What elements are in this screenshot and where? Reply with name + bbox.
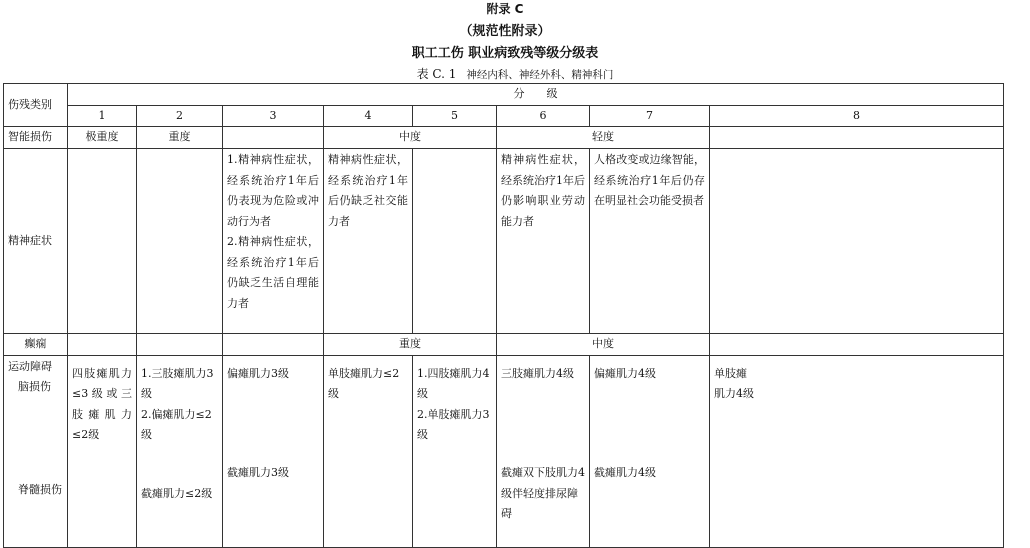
mental-grade-6-text: 精神病性症状，经系统治疗1年后仍影响职业劳动能力者 bbox=[501, 153, 585, 228]
motor-grade-6-spine: 截瘫双下肢肌力4级伴轻度排尿障碍 bbox=[501, 466, 585, 520]
disability-grade-table bbox=[3, 83, 1004, 548]
row-label-epilepsy: 癫痫 bbox=[4, 334, 68, 356]
intel-grade-3 bbox=[223, 127, 324, 149]
table-row-epilepsy bbox=[4, 334, 1004, 356]
epilepsy-grade-2 bbox=[137, 334, 223, 356]
grade-number: 2 bbox=[137, 105, 223, 127]
motor-grade-1 bbox=[68, 355, 137, 547]
mental-grade-7 bbox=[590, 149, 710, 334]
epilepsy-grade-1 bbox=[68, 334, 137, 356]
grade-number: 4 bbox=[324, 105, 413, 127]
intel-grade-6-7: 轻度 bbox=[497, 127, 710, 149]
table-row-motor bbox=[4, 355, 1004, 547]
motor-grade-4-brain: 单肢瘫肌力≤2级 bbox=[328, 366, 400, 400]
motor-grade-8 bbox=[710, 355, 1004, 547]
table-row-mental bbox=[4, 149, 1004, 334]
table-name: 职工工伤 职业病致残等级分级表 bbox=[411, 46, 599, 61]
intel-grade-8 bbox=[710, 127, 1004, 149]
mental-grade-4 bbox=[324, 149, 413, 334]
table-caption-number: 表 C. 1 bbox=[416, 67, 457, 81]
row-label-mental: 精神症状 bbox=[4, 149, 68, 334]
motor-grade-7 bbox=[590, 355, 710, 547]
appendix-subtitle: （规范性附录） bbox=[459, 24, 551, 39]
motor-grade-3 bbox=[223, 355, 324, 547]
motor-grade-6 bbox=[497, 355, 590, 547]
intel-grade-4-5: 中度 bbox=[324, 127, 497, 149]
grade-number: 3 bbox=[223, 105, 324, 127]
mental-grade-2 bbox=[137, 149, 223, 334]
mental-grade-4-text: 精神病性症状，经系统治疗1年后仍缺乏社交能力者 bbox=[328, 153, 408, 228]
motor-grade-2-spine: 截瘫肌力≤2级 bbox=[141, 486, 213, 500]
mental-grade-8 bbox=[710, 149, 1004, 334]
row-label-motor bbox=[4, 355, 68, 547]
intel-grade-2: 重度 bbox=[137, 127, 223, 149]
mental-grade-7-text: 人格改变或边缘智能，经系统治疗1年后仍存在明显社会功能受损者 bbox=[594, 153, 705, 207]
table-row-intel bbox=[4, 127, 1004, 149]
grade-number: 1 bbox=[68, 105, 137, 127]
row-label-motor-spine: 脊髓损伤 bbox=[18, 482, 62, 496]
motor-grade-5 bbox=[413, 355, 497, 547]
intel-grade-1: 极重度 bbox=[68, 127, 137, 149]
grade-number: 5 bbox=[413, 105, 497, 127]
motor-grade-4 bbox=[324, 355, 413, 547]
mental-grade-5 bbox=[413, 149, 497, 334]
grade-number: 6 bbox=[497, 105, 590, 127]
epilepsy-grade-4-5: 重度 bbox=[324, 334, 497, 356]
motor-grade-7-brain: 偏瘫肌力4级 bbox=[594, 366, 656, 380]
table-caption-dept: 神经内科、神经外科、精神科门 bbox=[466, 69, 614, 81]
appendix-title: 附录 C bbox=[486, 2, 524, 16]
motor-grade-6-brain: 三肢瘫肌力4级 bbox=[501, 366, 574, 380]
mental-grade-1 bbox=[68, 149, 137, 334]
mental-grade-6 bbox=[497, 149, 590, 334]
row-label-motor-main: 运动障碍 bbox=[8, 359, 52, 373]
motor-grade-3-brain: 偏瘫肌力3级 bbox=[227, 366, 289, 380]
header-grade: 分 级 bbox=[68, 84, 1004, 106]
mental-grade-3 bbox=[223, 149, 324, 334]
row-label-intel: 智能损伤 bbox=[4, 127, 68, 149]
motor-grade-3-spine: 截瘫肌力3级 bbox=[227, 466, 289, 479]
motor-grade-8-brain: 单肢瘫肌力4级 bbox=[714, 366, 754, 400]
motor-grade-1-brain: 四肢瘫肌力≤3级或三肢瘫肌力≤2级 bbox=[72, 366, 132, 441]
grade-number: 7 bbox=[590, 105, 710, 127]
motor-grade-2 bbox=[137, 355, 223, 547]
table-caption bbox=[0, 65, 1030, 82]
row-label-motor-brain: 脑损伤 bbox=[18, 380, 51, 393]
motor-grade-2-brain: 1.三肢瘫肌力3级 2.偏瘫肌力≤2级 bbox=[141, 366, 214, 441]
epilepsy-grade-6-7: 中度 bbox=[497, 334, 710, 356]
motor-grade-7-spine: 截瘫肌力4级 bbox=[594, 466, 656, 479]
grade-number: 8 bbox=[710, 105, 1004, 127]
epilepsy-grade-3 bbox=[223, 334, 324, 356]
epilepsy-grade-8 bbox=[710, 334, 1004, 356]
motor-grade-5-brain: 1.四肢瘫肌力4级 2.单肢瘫肌力3级 bbox=[417, 366, 490, 441]
mental-grade-3-text: 1.精神病性症状，经系统治疗1年后仍表现为危险或冲动行为者 2.精神病性症状，经系统治疗1年后仍缺乏生活自理能力者 bbox=[227, 153, 319, 310]
header-category: 伤残类别 bbox=[4, 84, 68, 127]
